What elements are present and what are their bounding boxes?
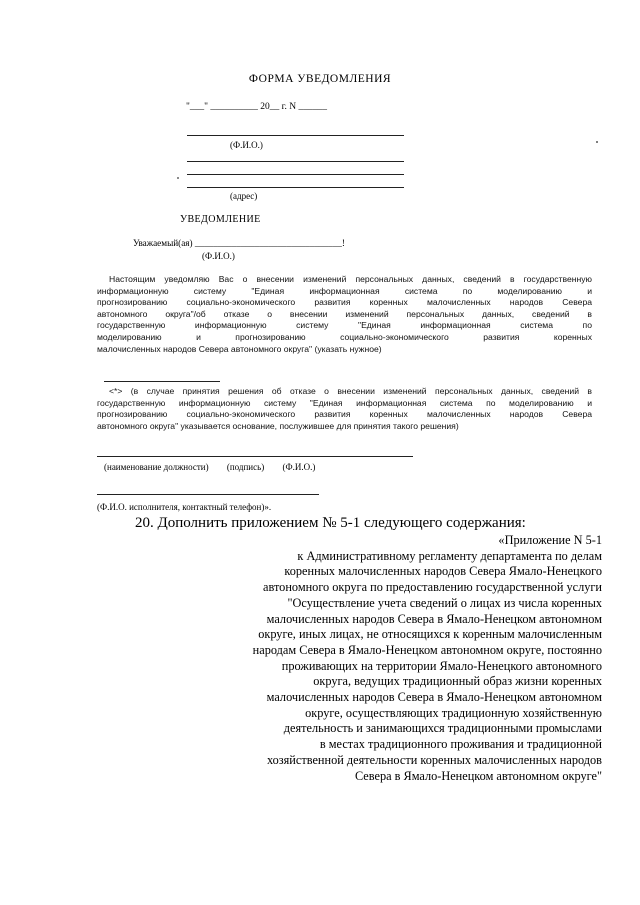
scan-speck [596,141,598,143]
notice-body-line: прогнозированию социально-экономического развития коренных малочисленных народов Севера [97,297,592,308]
appendix-line: хозяйственной деятельности коренных малочисленных народов [266,752,602,767]
salutation: Уважаемый(ая) ________________________________! [133,238,345,248]
footnote [97,386,592,432]
recipient-fio-label: (Ф.И.О.) [202,251,235,261]
appendix-line: малочисленных народов Севера в Ямало-Ненецком автономном [266,611,602,626]
footnote-line: прогнозированию социально-экономического развития коренных малочисленных народов Севера [97,409,592,420]
footnote-line: автономного округа" указывается основание, послужившее для принятия такого решения) [97,420,459,431]
appendix-line: «Приложение N 5-1 [498,533,602,547]
signature-labels [104,462,331,472]
appendix-line: к Административному регламенту департамента по делам [297,548,602,563]
appendix-header [240,533,602,784]
appendix-line: округа, ведущих традиционный образ жизни коренных [313,674,602,689]
notice-heading: УВЕДОМЛЕНИЕ [180,214,261,225]
fio-underline [187,135,404,136]
appendix-line: народам Севера в Ямало-Ненецком автономном округе, постоянно [252,642,602,657]
executor-underline [97,494,319,495]
notice-body [97,274,592,355]
appendix-line: Севера в Ямало-Ненецком автономном округе" [354,768,602,783]
notice-body-line: государственную информационную систему "Единая информационная система по [97,320,592,331]
scan-speck [177,177,179,179]
notice-body-line: Настоящим уведомляю Вас о внесении изменений персональных данных, сведений в государственную [109,274,592,284]
footnote-separator [104,381,220,382]
form-title: ФОРМА УВЕДОМЛЕНИЯ [248,73,392,85]
notice-body-line: малочисленных народов Севера автономного округа" (указать нужное) [97,343,382,354]
fio-label: (Ф.И.О.) [230,140,263,150]
address-underline [187,174,404,175]
executor-label: (Ф.И.О. исполнителя, контактный телефон)». [97,502,272,512]
amendment-heading: 20. Дополнить приложением № 5-1 следующего содержания: [135,515,526,531]
notice-body-line: автономного округа"/об отказе о внесении изменений персональных данных, сведений в [97,308,592,319]
appendix-line: в местах традиционного проживания и традиционной [319,737,602,752]
appendix-line: округе, осуществляющих традиционную хозяйственную [305,705,602,720]
appendix-line: деятельность и занимающихся традиционными промыслами [283,721,602,736]
address-underline [187,187,404,188]
appendix-line: "Осуществление учета сведений о лицах из числа коренных [287,595,602,610]
position-label: (наименование должности) [104,462,209,472]
appendix-line: автономного округа по предоставлению государственной услуги [263,580,602,595]
date-line: "___" __________ 20__ г. N ______ [186,102,327,112]
footnote-line: государственную информационную систему "Единая информационная система по моделированию и [97,397,592,408]
footnote-line: <*> (в случае принятия решения об отказе о внесении изменений персональных данных, сведений в [109,386,592,396]
address-label: (адрес) [230,191,258,201]
appendix-line: округе, иных лицах, не относящихся к коренным малочисленным [258,627,602,642]
appendix-line: малочисленных народов Севера в Ямало-Ненецком автономном [266,690,602,705]
appendix-line: коренных малочисленных народов Севера Ямало-Ненецкого [284,564,602,579]
signature-label: (подпись) [226,462,265,472]
appendix-line: проживающих на территории Ямало-Ненецкого автономного [281,658,602,673]
address-underline [187,161,404,162]
signatory-fio-label: (Ф.И.О.) [282,462,316,472]
signature-underline [97,456,413,457]
notice-body-line: информационную систему "Единая информационная система по моделированию и [97,285,592,296]
notice-body-line: моделированию и прогнозированию социально-экономического развития коренных [97,331,592,342]
